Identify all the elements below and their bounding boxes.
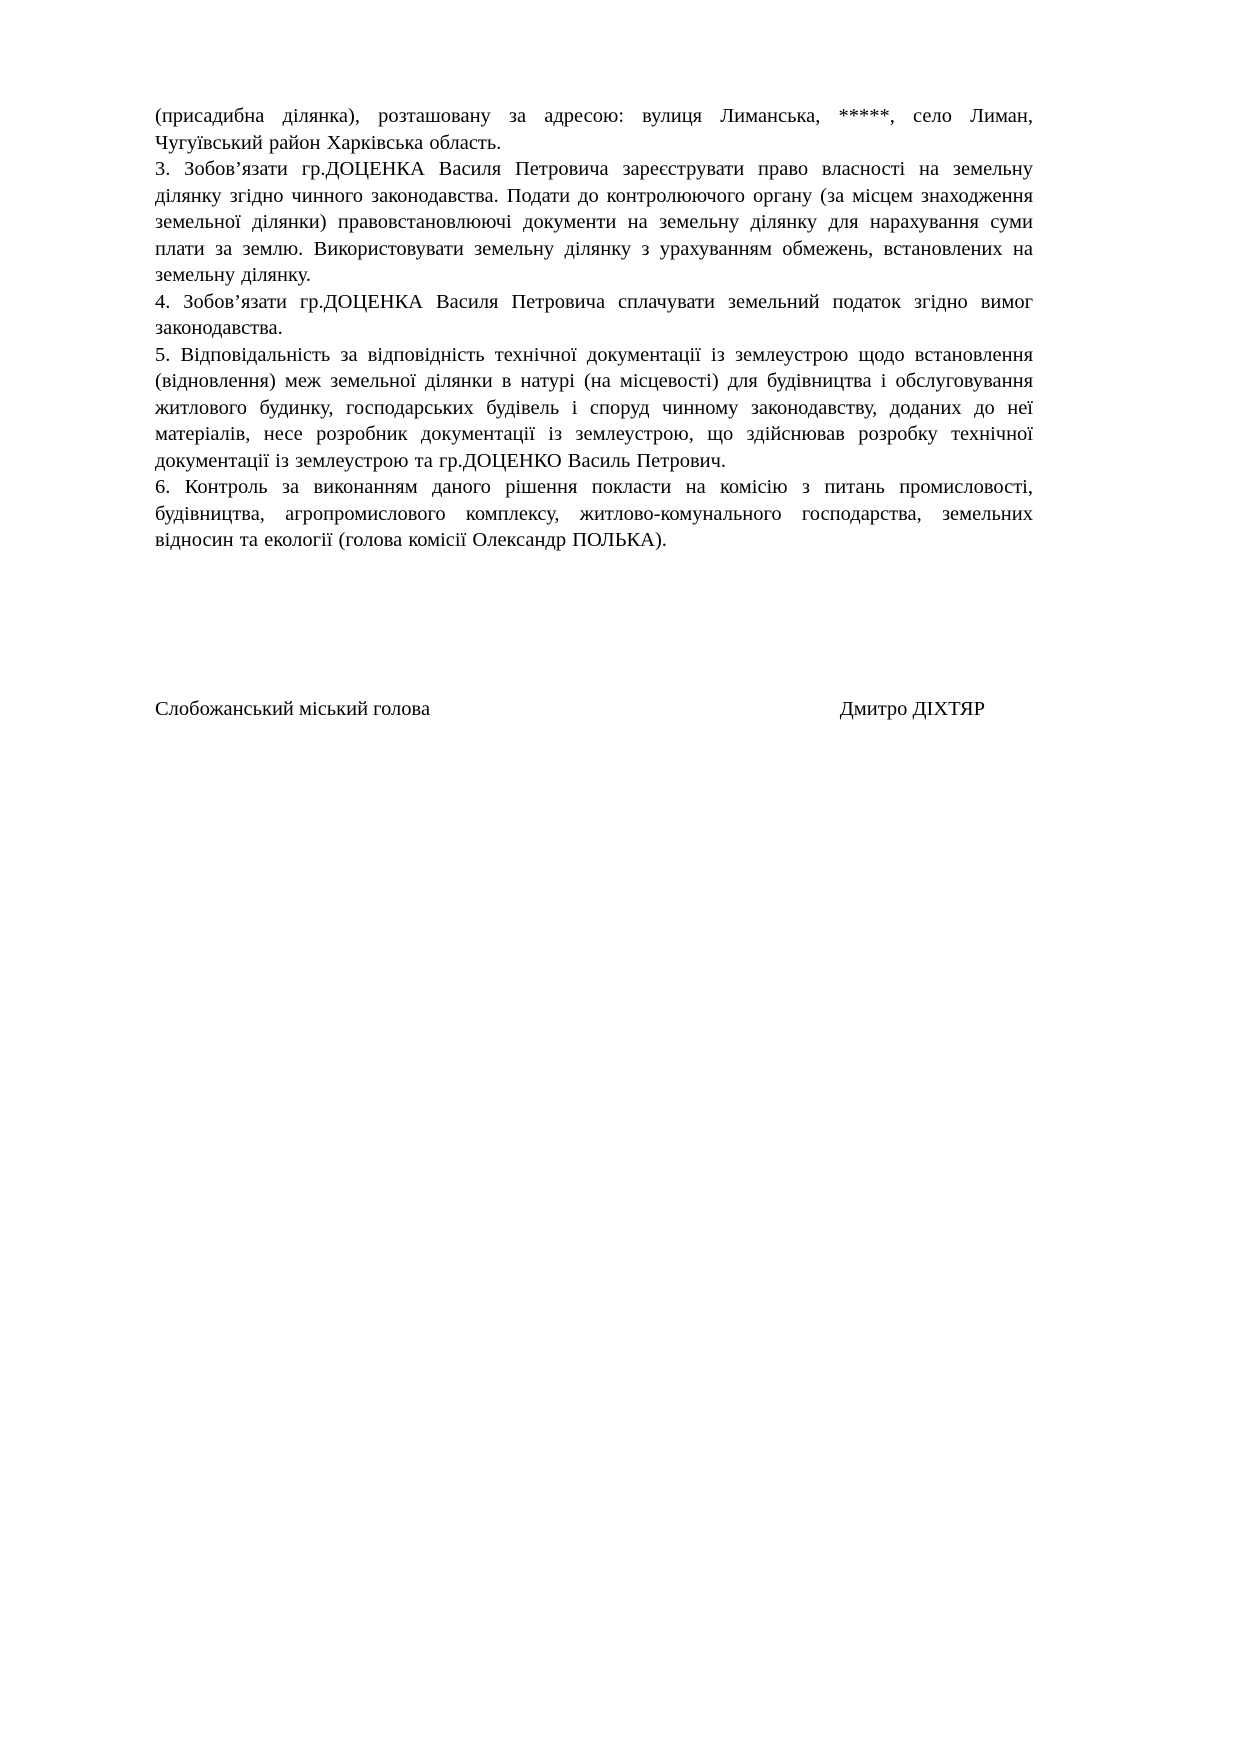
signature-row: [155, 696, 1033, 723]
paragraph-item-6: 6. Контроль за виконанням даного рішення покласти на комісію з питань промисловості, будівництва, агропромислового комплексу, житлово-комунального господарства, земельних відносин та екології (голова комісії Олександр ПОЛЬКА).: [155, 476, 1033, 551]
paragraph-item-5: 5. Відповідальність за відповідність технічної документації із землеустрою щодо встановлення (відновлення) меж земельної ділянки в натурі (на місцевості) для будівництва і обслуговування житлового будинку, господарських будівель і споруд чинному законодавству, доданих до неї матеріалів, несе розробник документації із землеустрою, що здійснював розробку технічної документації із землеустрою та гр.ДОЦЕНКО Василь Петрович.: [155, 343, 1033, 472]
paragraph-address-continuation: (присадибна ділянка), розташовану за адресою: вулиця Лиманська, *****, село Лиман, Чугуївський район Харківська область.: [155, 105, 1033, 154]
paragraph-item-3: 3. Зобов’язати гр.ДОЦЕНКА Василя Петровича зареєструвати право власності на земельну ділянку згідно чинного законодавства. Подати до контролюючого органу (за місцем знаходження земельної ділянки) правовстановлюючі документи на земельну ділянку для нарахування суми плати за землю. Використовувати земельну ділянку з урахуванням обмежень, встановлених на земельну ділянку.: [155, 158, 1033, 286]
signature-title: Слобожанський міський голова: [155, 697, 431, 720]
document-content: [155, 103, 1033, 722]
signature-name: Дмитро ДІХТЯР: [839, 697, 985, 720]
paragraph-item-4: 4. Зобов’язати гр.ДОЦЕНКА Василя Петровича сплачувати земельний податок згідно вимог законодавства.: [155, 290, 1033, 339]
